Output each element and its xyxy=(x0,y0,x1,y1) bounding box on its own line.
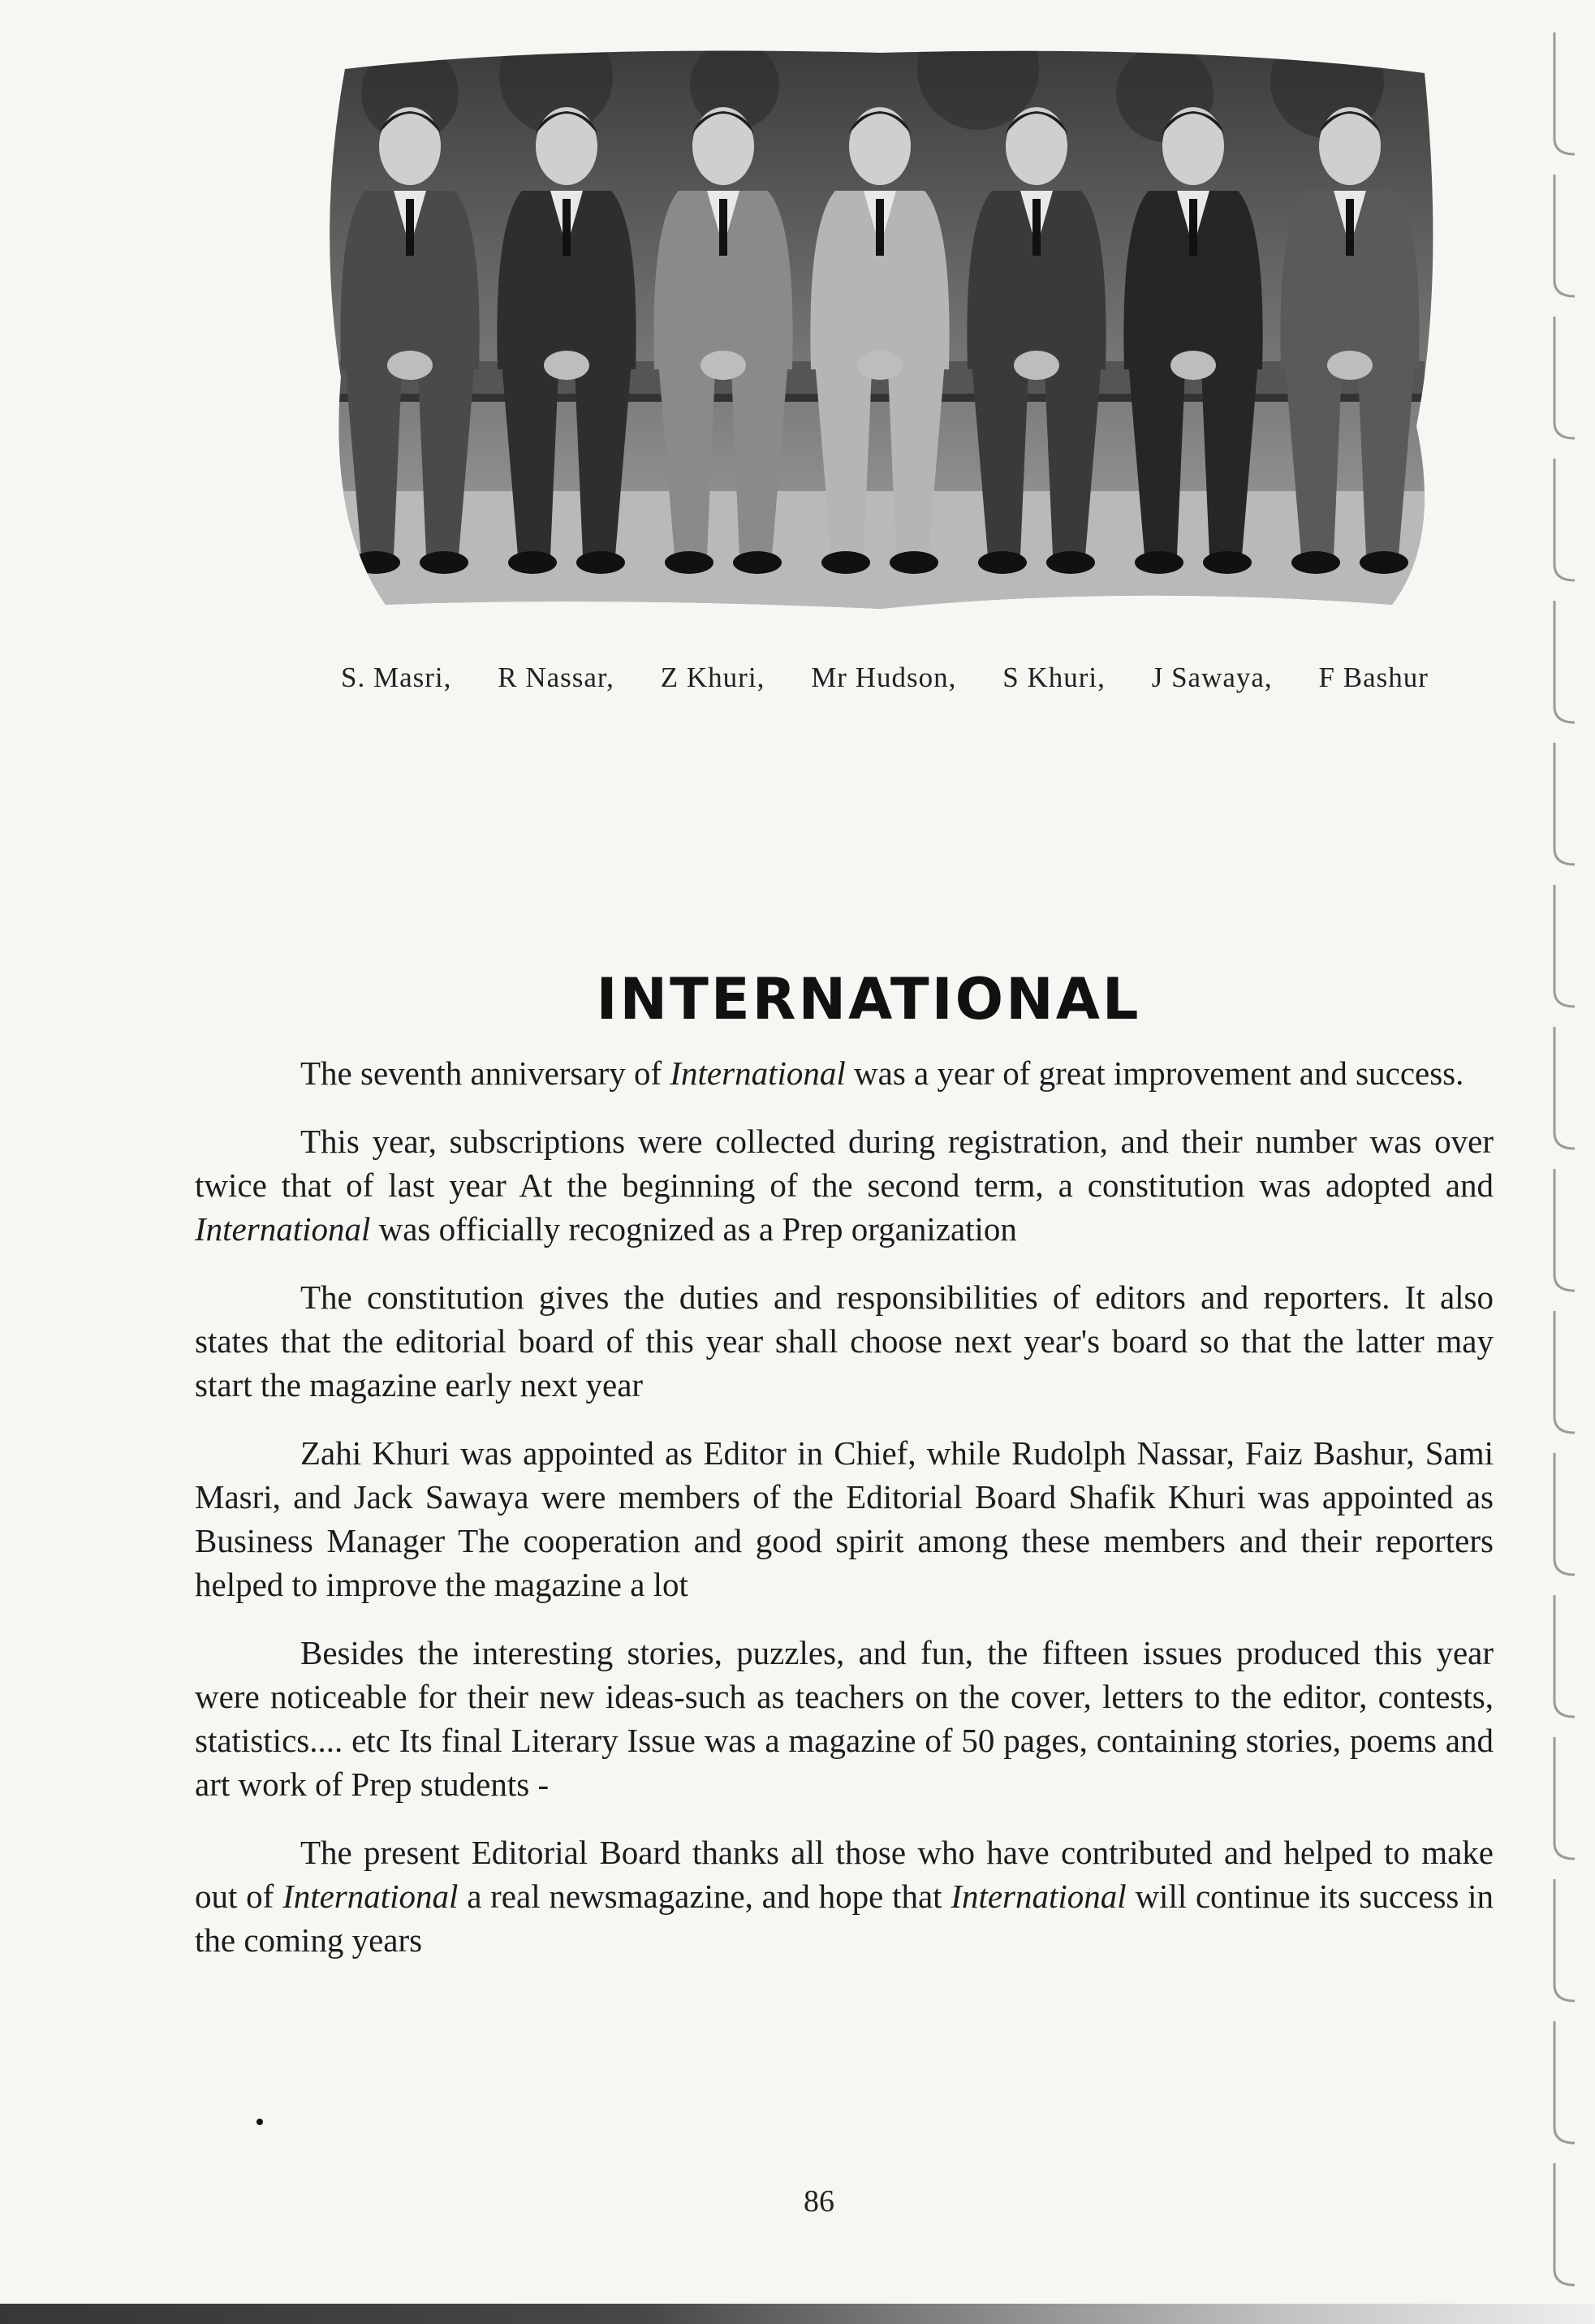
paragraph-text: Besides the interesting stories, puzzles, and fun, the fifteen issues produced this year were noticeable for their new ideas-such as teachers on the cover, letters to the editor, contests, statistics.... etc Its final Literary Issue was a magazine of 50 pages, containing stories, poems and art work of Prep students - xyxy=(195,1634,1494,1803)
paragraph-text: was officially recognized as a Prep organization xyxy=(370,1210,1017,1248)
paragraph-text: The constitution gives the duties and responsibilities of editors and reporters. It also states that the editorial board of this year shall choose next year's board so that the latter may start the magazine early next year xyxy=(195,1278,1494,1403)
binding-mark xyxy=(1554,1311,1575,1433)
binding-mark xyxy=(1554,175,1575,296)
article-paragraph xyxy=(195,1051,1494,1095)
paragraph-text: This year, subscriptions were collected during registration, and their number was over twice that of last year At the beginning of the second term, a constitution was adopted and xyxy=(195,1123,1494,1204)
group-photo xyxy=(313,37,1449,629)
paragraph-text: The seventh anniversary of xyxy=(300,1054,670,1092)
publication-name: International xyxy=(282,1878,459,1915)
article-paragraph xyxy=(195,1631,1494,1806)
caption-name: R Nassar, xyxy=(498,662,614,693)
binding-marks xyxy=(1538,0,1587,2324)
caption-name: Z Khuri, xyxy=(660,662,765,693)
binding-mark xyxy=(1554,885,1575,1007)
paragraph-text: will continue its success in the coming years xyxy=(195,1878,1494,1959)
publication-name: International xyxy=(951,1878,1127,1915)
article-paragraph xyxy=(195,1275,1494,1407)
binding-mark xyxy=(1554,317,1575,438)
binding-mark xyxy=(1554,2021,1575,2143)
publication-name: International xyxy=(195,1210,371,1248)
binding-mark xyxy=(1554,2163,1575,2285)
scan-edge-shadow xyxy=(0,2304,1595,2324)
binding-mark xyxy=(1554,601,1575,722)
paragraph-text: Zahi Khuri was appointed as Editor in Chief, while Rudolph Nassar, Faiz Bashur, Sami Masri, and Jack Sawaya were members of the Editorial Board Shafik Khuri was appointed as Business Manager The cooperation and good spirit among these members and their reporters helped to improve the magazine a lot xyxy=(195,1434,1494,1603)
binding-mark xyxy=(1554,1595,1575,1717)
binding-mark xyxy=(1554,1879,1575,2001)
binding-mark xyxy=(1554,743,1575,864)
caption-name: Mr Hudson, xyxy=(811,662,957,693)
article-paragraph xyxy=(195,1431,1494,1606)
page-number: 86 xyxy=(804,2184,834,2218)
caption-name: J Sawaya, xyxy=(1151,662,1273,693)
binding-mark xyxy=(1554,459,1575,580)
binding-mark xyxy=(1554,1453,1575,1575)
paragraph-text: was a year of great improvement and success. xyxy=(845,1054,1464,1092)
binding-mark xyxy=(1554,1737,1575,1859)
article-paragraph xyxy=(195,1830,1494,1962)
article-paragraph xyxy=(195,1119,1494,1251)
caption-name: S. Masri, xyxy=(341,662,452,693)
stray-mark xyxy=(256,2119,263,2125)
article-title: INTERNATIONAL xyxy=(596,966,1141,1033)
caption-name: S Khuri, xyxy=(1002,662,1106,693)
paragraph-text: The present Editorial Board thanks all those who have contributed and helped to make out of xyxy=(195,1834,1494,1915)
photo-caption xyxy=(341,662,1429,694)
caption-name: F Bashur xyxy=(1318,662,1429,693)
article-body xyxy=(195,1051,1494,1986)
publication-name: International xyxy=(670,1054,846,1092)
binding-mark xyxy=(1554,32,1575,154)
group-photo-graphic xyxy=(313,37,1449,629)
paragraph-text: a real newsmagazine, and hope that xyxy=(458,1878,951,1915)
binding-mark xyxy=(1554,1027,1575,1149)
binding-mark xyxy=(1554,1169,1575,1291)
